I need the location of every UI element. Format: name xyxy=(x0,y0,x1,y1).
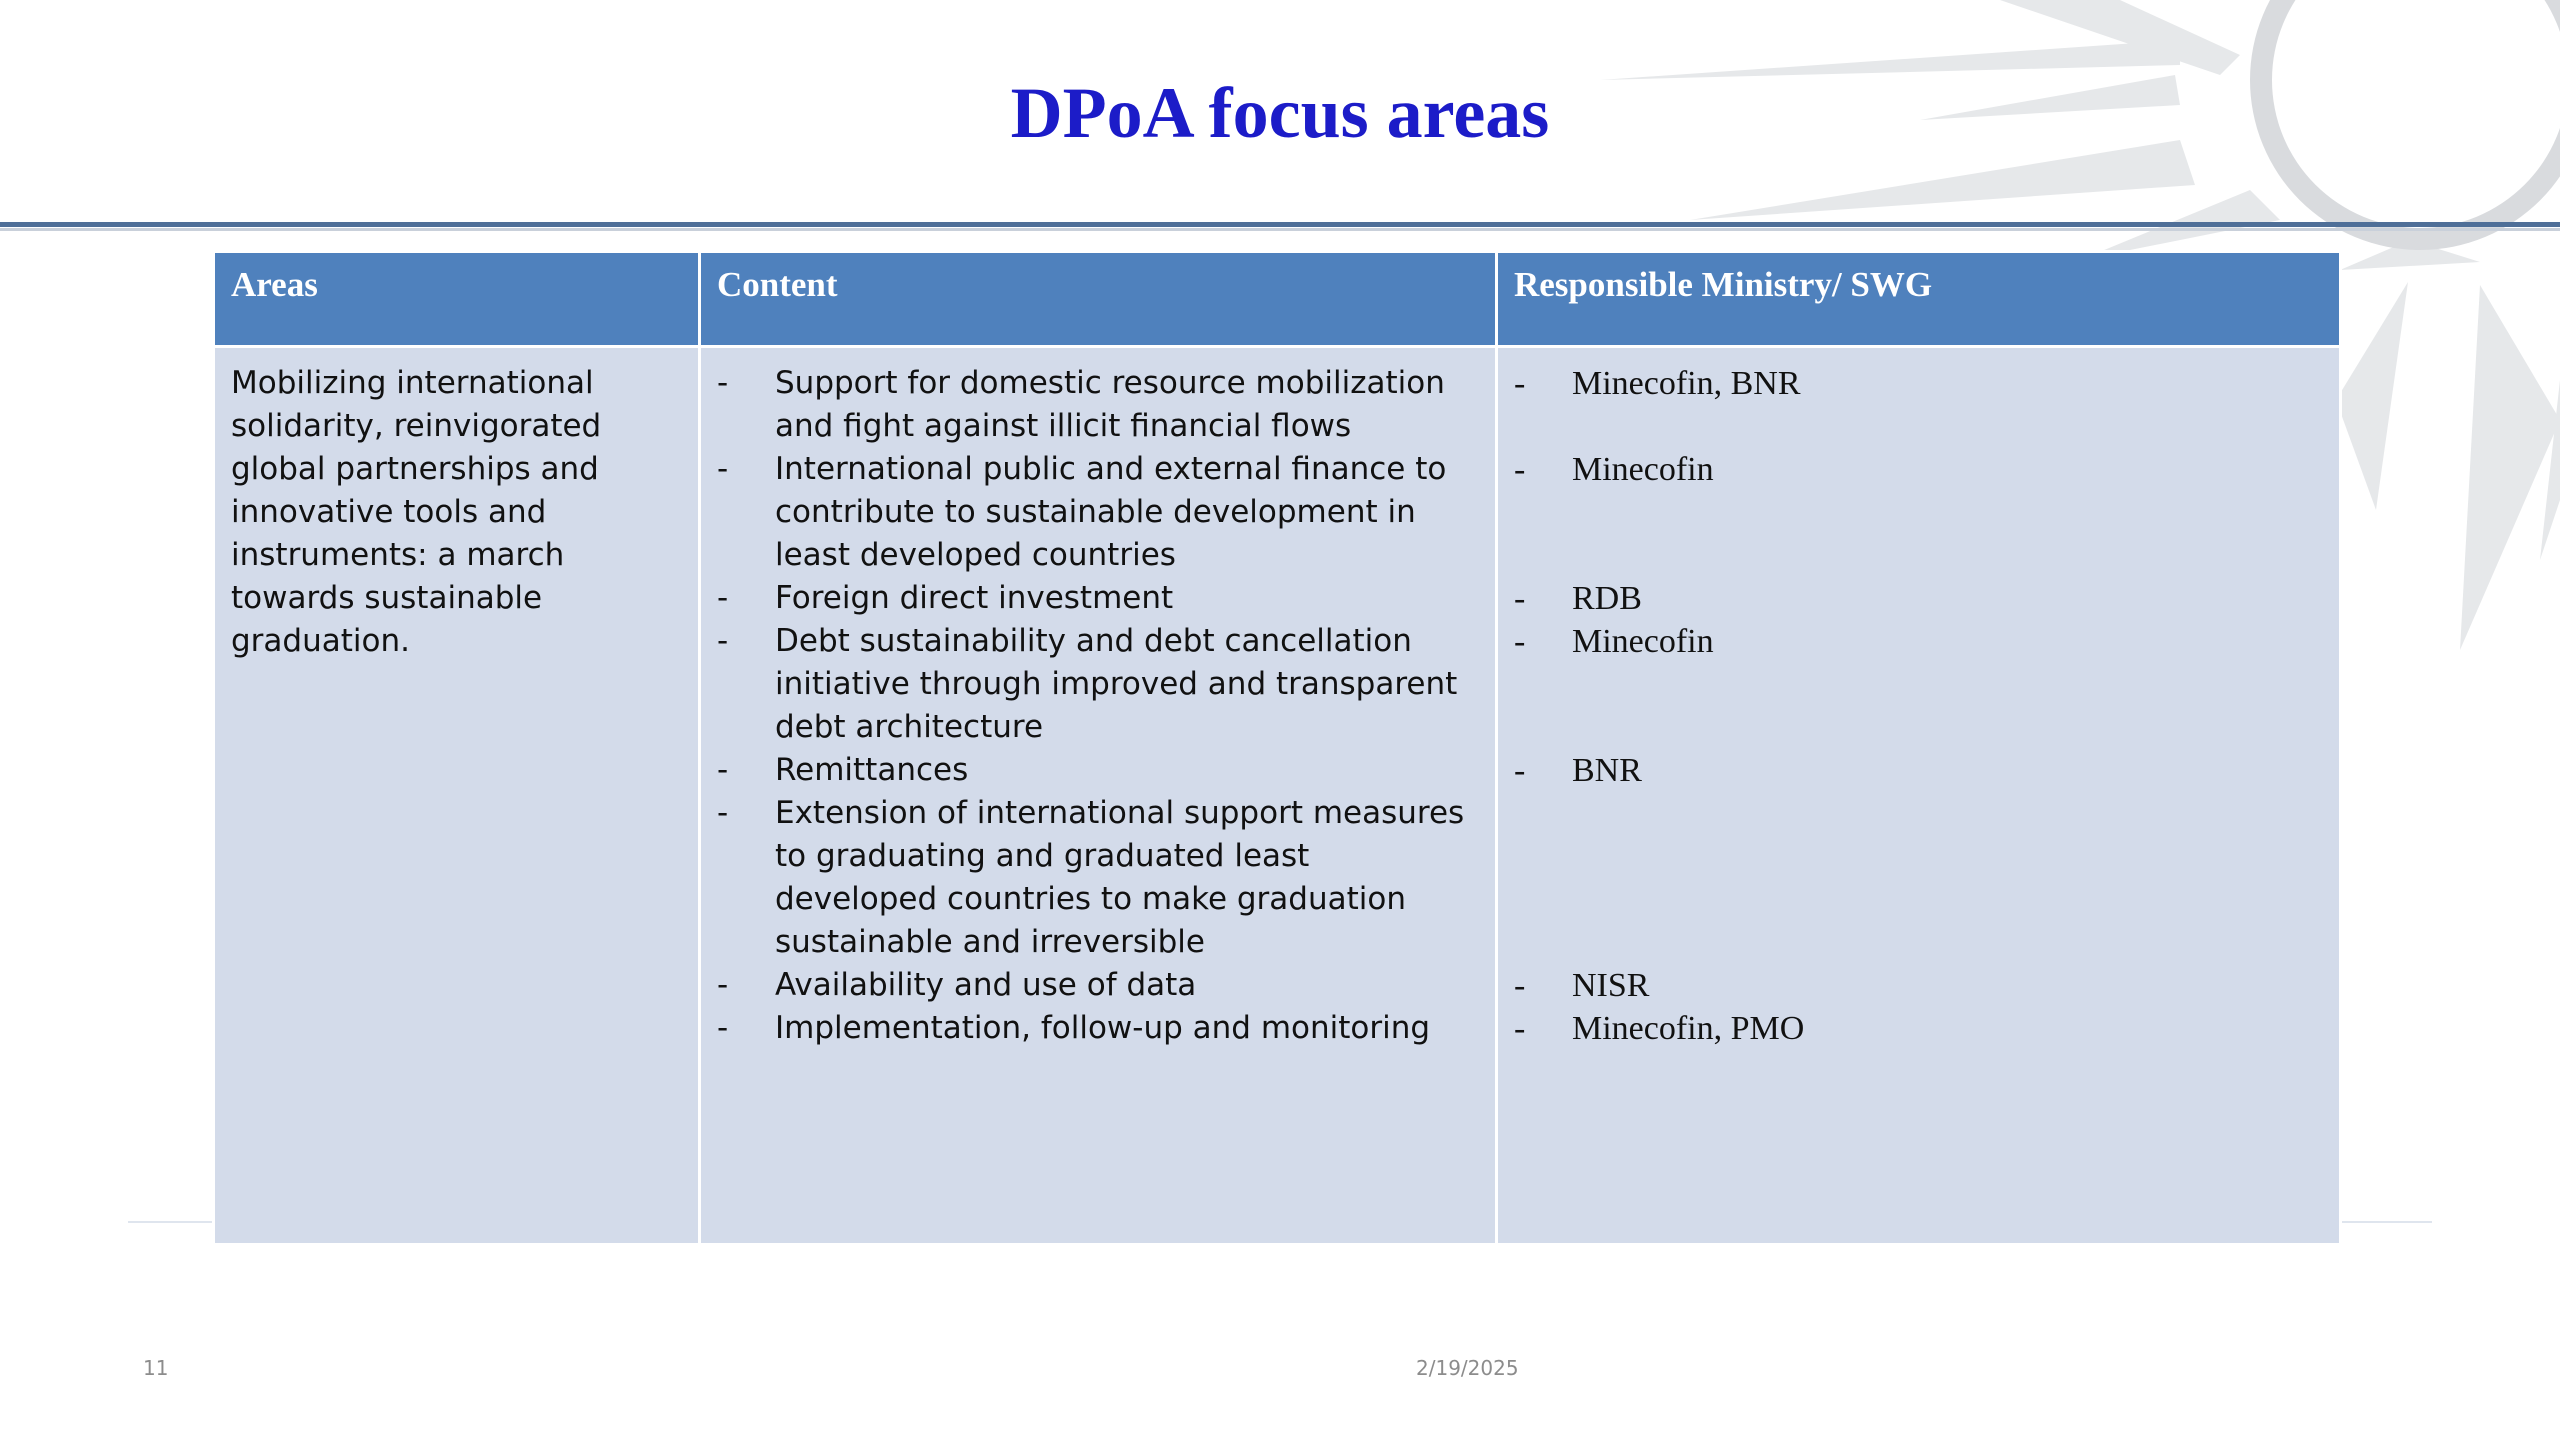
dash-bullet: - xyxy=(717,1010,729,1046)
dash-bullet: - xyxy=(1514,580,1526,617)
dash-bullet: - xyxy=(1514,752,1526,789)
content-item xyxy=(717,448,1479,577)
content-item xyxy=(717,749,1479,792)
dash-bullet: - xyxy=(717,365,729,401)
content-item-text: Remittances xyxy=(775,752,969,788)
ministry-item xyxy=(1514,577,2323,620)
slide-number: 11 xyxy=(143,1356,169,1380)
content-item xyxy=(717,1007,1479,1050)
content-item-text: Foreign direct investment xyxy=(775,580,1174,616)
header-areas: Areas xyxy=(215,253,698,345)
ministry-item-text: RDB xyxy=(1572,580,1642,617)
dash-bullet: - xyxy=(717,795,729,831)
ministry-item xyxy=(1514,448,2323,491)
dash-bullet: - xyxy=(1514,967,1526,1004)
slide-date: 2/19/2025 xyxy=(1416,1356,1519,1380)
content-item-text: Debt sustainability and debt cancellation initiative through improved and transparent debt architecture xyxy=(775,623,1458,745)
table-header-row xyxy=(215,253,2339,345)
slide-title: DPoA focus areas xyxy=(1010,73,1550,153)
content-item xyxy=(717,964,1479,1007)
dash-bullet: - xyxy=(1514,1010,1526,1047)
ministry-item-text: Minecofin xyxy=(1572,451,1714,488)
ministry-list xyxy=(1514,362,2323,1050)
content-item-text: Implementation, follow-up and monitoring xyxy=(775,1010,1431,1046)
content-list xyxy=(717,362,1479,1050)
ministry-item xyxy=(1514,1007,2323,1050)
dash-bullet: - xyxy=(1514,365,1526,402)
ministry-item xyxy=(1514,749,2323,792)
bottom-divider-right xyxy=(2336,1221,2432,1223)
ministry-item xyxy=(1514,964,2323,1007)
table-row xyxy=(215,348,2339,1243)
ministry-item xyxy=(1514,620,2323,663)
ministry-item-text: Minecofin, PMO xyxy=(1572,1010,1805,1047)
content-item-text: International public and external finance to contribute to sustainable development in least developed countries xyxy=(775,451,1447,573)
title-divider-line xyxy=(0,219,2560,235)
ministry-item xyxy=(1514,362,2323,405)
dash-bullet: - xyxy=(717,967,729,1003)
content-item-text: Support for domestic resource mobilization and fight against illicit financial flows xyxy=(775,365,1445,444)
ministry-cell xyxy=(1498,348,2339,1243)
header-responsible-ministry: Responsible Ministry/ SWG xyxy=(1498,253,2339,345)
content-item-text: Extension of international support measures to graduating and graduated least developed countries to make graduation sustainable and irreversible xyxy=(775,795,1465,960)
content-item xyxy=(717,577,1479,620)
dash-bullet: - xyxy=(717,451,729,487)
content-cell xyxy=(701,348,1495,1243)
focus-areas-table xyxy=(212,250,2342,1246)
ministry-item-text: NISR xyxy=(1572,967,1650,1004)
content-item xyxy=(717,362,1479,448)
bottom-divider-left xyxy=(128,1221,212,1223)
dash-bullet: - xyxy=(1514,623,1526,660)
dash-bullet: - xyxy=(717,623,729,659)
ministry-item-text: Minecofin, BNR xyxy=(1572,365,1801,402)
area-text: Mobilizing international solidarity, reinvigorated global partnerships and innovative tools and instruments: a march towards sustainable graduation. xyxy=(231,365,602,659)
area-cell xyxy=(215,348,698,1243)
ministry-item-text: BNR xyxy=(1572,752,1642,789)
focus-areas-table-container xyxy=(212,250,2336,1246)
content-item-text: Availability and use of data xyxy=(775,967,1197,1003)
ministry-item-text: Minecofin xyxy=(1572,623,1714,660)
content-item xyxy=(717,792,1479,964)
header-content: Content xyxy=(701,253,1495,345)
dash-bullet: - xyxy=(1514,451,1526,488)
dash-bullet: - xyxy=(717,580,729,616)
dash-bullet: - xyxy=(717,752,729,788)
content-item xyxy=(717,620,1479,749)
